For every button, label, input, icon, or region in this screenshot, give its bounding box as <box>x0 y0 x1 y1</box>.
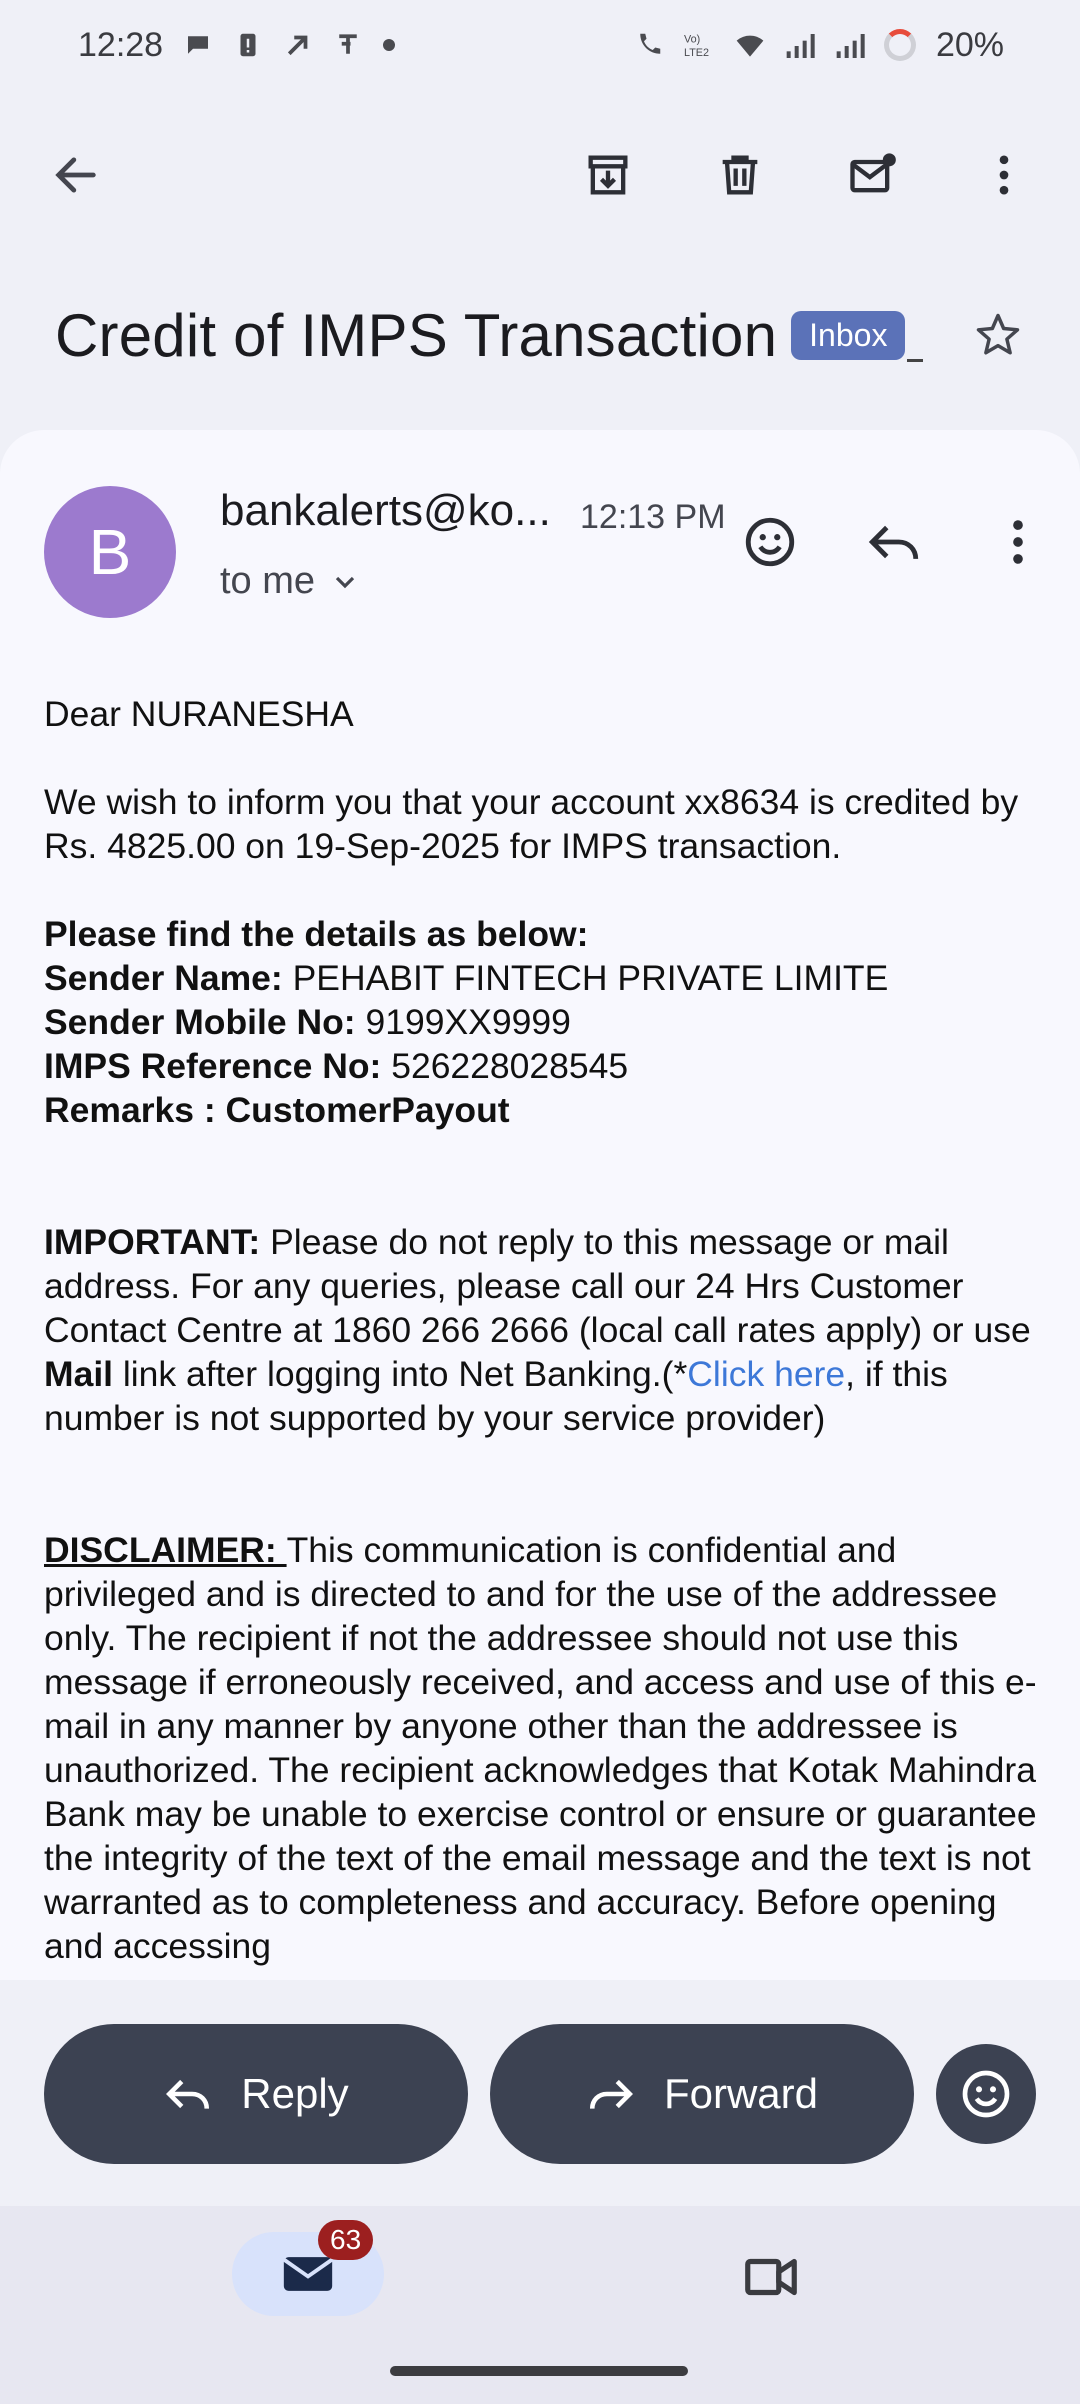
add-reaction-button[interactable] <box>728 500 812 584</box>
recipient-label: to me <box>220 560 316 602</box>
mail-keyword: Mail <box>44 1354 114 1394</box>
more-notifications-icon <box>383 39 395 51</box>
avatar[interactable]: B <box>44 486 176 618</box>
message-more-button[interactable] <box>976 500 1060 584</box>
emoji-icon <box>741 513 799 571</box>
subject-row <box>0 280 1080 390</box>
alert-notification-icon <box>233 30 263 60</box>
message-time: 12:13 PM <box>580 498 726 536</box>
chat-notification-icon <box>183 30 213 60</box>
more-options-button[interactable] <box>962 133 1046 217</box>
app-notification-icon <box>333 30 363 60</box>
remarks: Remarks : CustomerPayout <box>44 1090 510 1130</box>
reply-icon-button[interactable] <box>852 500 936 584</box>
details-heading: Please find the details as below: <box>44 914 589 954</box>
subject-truncation-mark <box>907 359 923 362</box>
top-app-bar <box>0 120 1080 230</box>
sender-name-value: PEHABIT FINTECH PRIVATE LIMITE <box>282 958 889 998</box>
forward-button[interactable] <box>490 2024 914 2164</box>
more-vert-icon <box>978 149 1030 201</box>
more-vert-icon <box>989 513 1047 571</box>
message-card <box>0 430 1080 1980</box>
sender-mobile-value: 9199XX9999 <box>355 1002 571 1042</box>
reply-label: Reply <box>241 2070 349 2117</box>
archive-icon <box>582 149 634 201</box>
unread-count-badge: 63 <box>318 2220 373 2260</box>
important-text-2: link after logging into Net Banking.(* <box>113 1354 688 1394</box>
message-body <box>44 692 1044 1980</box>
battery-percent: 20% <box>935 25 1004 64</box>
wifi-calling-icon <box>634 30 664 60</box>
sender-mobile-label: Sender Mobile No: <box>44 1002 356 1042</box>
credit-notice: We wish to inform you that your account xx8634 is credited by Rs. 4825.00 on 19-Sep-2025 for IMPS transaction. <box>44 782 1019 866</box>
recipient-details-toggle[interactable] <box>220 560 361 603</box>
status-right <box>634 26 1004 65</box>
svg-text:Vo): Vo) <box>683 33 701 46</box>
star-icon <box>972 309 1024 361</box>
signal-2-icon <box>834 30 864 60</box>
disclaimer-text: This communication is confidential and privileged and is directed to and for the use of the addressee only. The recipient if not the addressee should not use this message if erroneously received, and access and use of this e-mail in any manner by anyone other than the addressee is unauthorized. The recipient acknowledges that Kotak Mahindra Bank may be unable to exercise control or ensure or guarantee the integrity of the text of the email message and the text is not warranted as to completeness and accuracy. Before opening and accessing <box>44 1530 1037 1966</box>
forward-icon <box>586 2069 636 2119</box>
important-text-3: , if this number is not supported by your service provider) <box>44 1354 948 1438</box>
important-notice <box>44 1220 1044 1440</box>
delete-button[interactable] <box>698 133 782 217</box>
status-bar <box>0 0 1080 90</box>
wifi-icon <box>734 30 764 60</box>
sender-name-label: Sender Name: <box>44 958 283 998</box>
back-button[interactable] <box>34 133 118 217</box>
transaction-details <box>44 912 1044 1132</box>
sender-address[interactable]: bankalerts@ko... <box>220 486 551 535</box>
video-camera-icon <box>740 2246 802 2308</box>
imps-ref-value: 526228028545 <box>381 1046 629 1086</box>
reply-icon <box>163 2069 213 2119</box>
forward-label: Forward <box>663 2070 819 2117</box>
trash-icon <box>714 149 766 201</box>
sender-header <box>0 430 1080 640</box>
bottom-actions <box>0 1980 1080 2206</box>
inbox-label-chip[interactable]: Inbox <box>791 311 905 360</box>
chevron-down-icon <box>329 566 361 598</box>
disclaimer <box>44 1528 1044 1968</box>
react-button[interactable] <box>936 2044 1036 2144</box>
svg-text:LTE2: LTE2 <box>683 46 709 59</box>
home-indicator[interactable] <box>390 2366 688 2376</box>
imps-ref-label: IMPS Reference No: <box>44 1046 382 1086</box>
arrow-back-icon <box>50 149 102 201</box>
nav-meet-tab[interactable] <box>736 2242 806 2312</box>
disclaimer-label: DISCLAIMER: <box>44 1530 287 1570</box>
mark-unread-button[interactable] <box>830 133 914 217</box>
emoji-icon <box>958 2066 1014 2122</box>
signal-1-icon <box>784 30 814 60</box>
click-here-link[interactable]: Click here <box>687 1354 846 1394</box>
mail-unread-icon <box>846 149 898 201</box>
greeting: Dear NURANESHA <box>44 694 354 734</box>
important-label: IMPORTANT: <box>44 1222 261 1262</box>
archive-button[interactable] <box>566 133 650 217</box>
reply-icon <box>865 513 923 571</box>
star-button[interactable] <box>956 293 1040 377</box>
important-text-1: Please do not reply to this message or mail address. For any queries, please call our 24 Hrs Customer Contact Centre at 1860 266 2666 (local call rates apply) or use <box>44 1222 1031 1350</box>
volte-icon <box>684 30 714 60</box>
reply-button[interactable] <box>44 2024 468 2164</box>
arrow-notification-icon <box>283 30 313 60</box>
sender-actions <box>728 500 1060 584</box>
email-subject: Credit of IMPS Transaction <box>55 301 778 369</box>
status-left <box>78 26 395 65</box>
status-time: 12:28 <box>78 25 164 64</box>
battery-icon <box>884 29 916 61</box>
